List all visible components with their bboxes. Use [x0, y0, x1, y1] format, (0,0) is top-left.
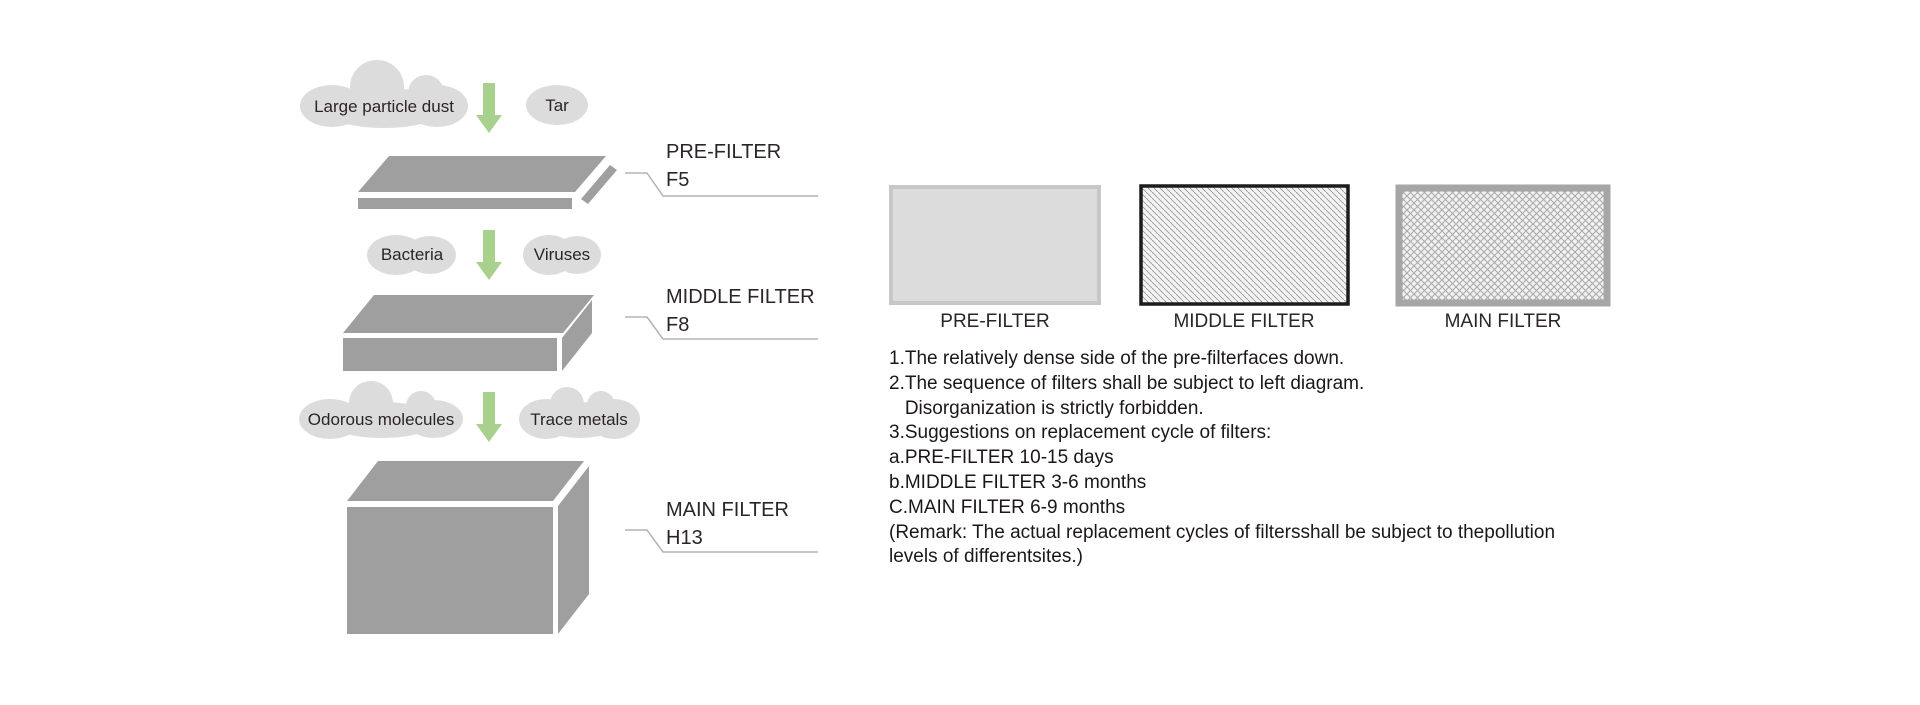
main-filter-swatch [1399, 188, 1607, 303]
middle-filter-swatch [1141, 186, 1348, 304]
instruction-line: a.PRE-FILTER 10-15 days [889, 447, 1114, 469]
pollutant-label-trace-metals: Trace metals [530, 410, 628, 429]
instruction-line: C.MAIN FILTER 6-9 months [889, 496, 1126, 518]
callout-pre-filter-name: PRE-FILTER [666, 141, 782, 163]
pollutant-label-large-particle-dust: Large particle dust [314, 97, 454, 116]
pre-filter-shape [358, 156, 617, 209]
instruction-line: levels of differentsites.) [889, 546, 1083, 568]
instruction-line: 1.The relatively dense side of the pre-filterfaces down. [889, 348, 1345, 369]
instruction-line: (Remark: The actual replacement cycles of filtersshall be subject to thepollution [889, 521, 1556, 543]
instructions-block [889, 347, 1555, 570]
down-arrow-icon [476, 83, 502, 133]
pre-filter-swatch [891, 187, 1099, 303]
middle-filter-shape [343, 295, 594, 371]
main-filter-shape [347, 461, 589, 634]
down-arrow-icon [476, 230, 502, 280]
callout-main-filter-grade: H13 [666, 527, 703, 549]
pollutant-label-odorous-molecules: Odorous molecules [307, 410, 455, 429]
callout-pre-filter-grade: F5 [666, 169, 690, 191]
pollutant-label-bacteria: Bacteria [380, 245, 444, 264]
instruction-line: b.MIDDLE FILTER 3-6 months [889, 471, 1147, 493]
instruction-line: 2.The sequence of filters shall be subject to left diagram. [889, 372, 1365, 394]
callout-leader-lines [625, 173, 818, 552]
instruction-line: Disorganization is strictly forbidden. [889, 397, 1204, 419]
callout-middle-filter-grade: F8 [666, 314, 690, 336]
pollutant-label-viruses: Viruses [533, 245, 591, 264]
callout-main-filter-name: MAIN FILTER [666, 499, 789, 521]
instruction-line: 3.Suggestions on replacement cycle of filters: [889, 422, 1272, 444]
pollutant-label-tar: Tar [545, 96, 569, 115]
callout-middle-filter-name: MIDDLE FILTER [666, 286, 815, 308]
legend-label-middle-filter: MIDDLE FILTER [1173, 311, 1315, 332]
legend-label-main-filter: MAIN FILTER [1444, 311, 1562, 332]
down-arrow-icon [476, 392, 502, 442]
legend-label-pre-filter: PRE-FILTER [940, 311, 1050, 332]
large-particle-dust-cloud-shape [300, 60, 468, 128]
